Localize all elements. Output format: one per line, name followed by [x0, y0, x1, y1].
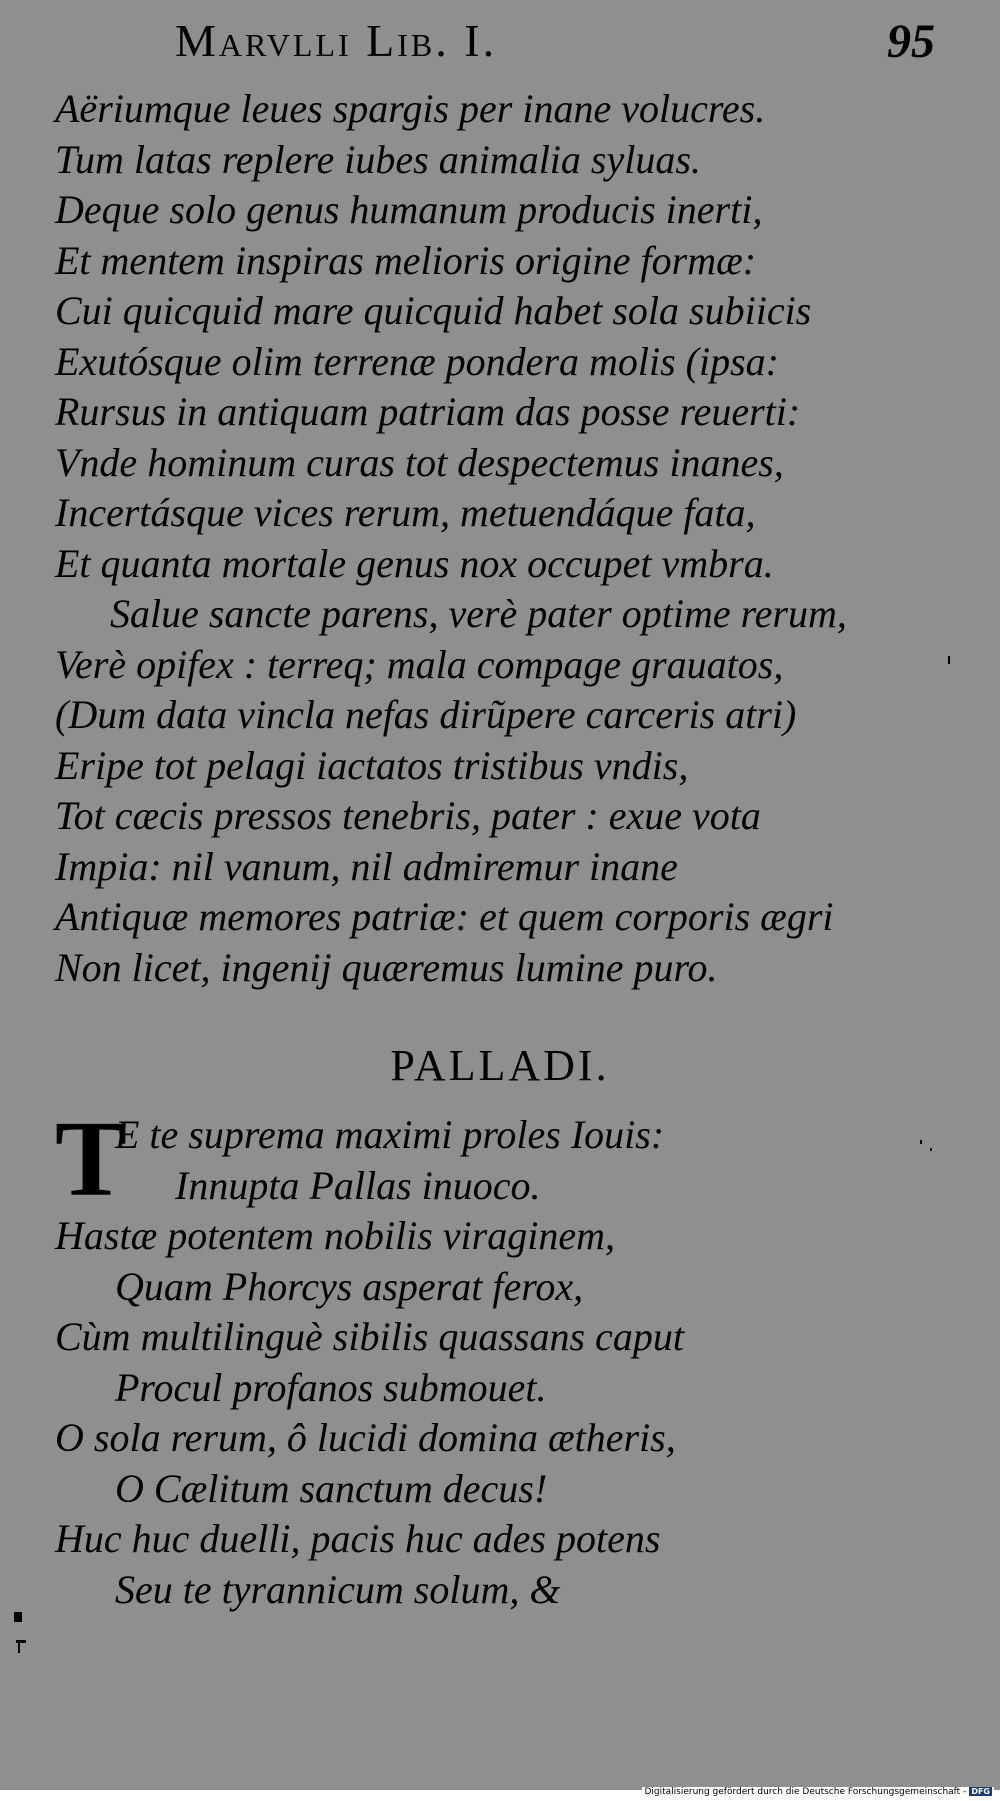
- section-title: PALLADI.: [390, 1041, 610, 1090]
- verse-line: Aëriumque leues spargis per inane volucres.: [55, 86, 766, 131]
- verse-line: Incertásque vices rerum, metuendáque fata,: [55, 490, 756, 535]
- ode-line: O Cælitum sanctum decus!: [115, 1465, 548, 1511]
- verse-line: Salue sancte parens, verè pater optime rerum,: [110, 591, 847, 636]
- verse-line: Cui quicquid mare quicquid habet sola subiicis: [55, 288, 812, 333]
- verse-line: Verè opifex : terreq; mala compage grauatos,: [55, 641, 784, 687]
- verse-line: Tot cæcis pressos tenebris, pater : exue vota: [55, 793, 761, 838]
- ode-first-line-text: E te suprema maximi proles Iouis:: [115, 1112, 665, 1157]
- drop-cap: T: [55, 1100, 128, 1219]
- ode-line: Quam Phorcys asperat ferox,: [115, 1263, 584, 1309]
- running-head: Marvlli Lib. I.: [175, 15, 498, 66]
- scan-speck: [920, 1140, 922, 1144]
- verse-line: Vnde hominum curas tot despectemus inanes,: [55, 439, 784, 485]
- page-number: 95: [887, 15, 935, 68]
- verse-line: Rursus in antiquam patriam das posse reuerti:: [55, 389, 801, 434]
- scan-speck: [948, 656, 950, 664]
- poem-text: [55, 84, 945, 993]
- verse-line: Eripe tot pelagi iactatos tristibus vndis,: [55, 742, 689, 788]
- ode-line: Huc huc duelli, pacis huc ades potens: [55, 1516, 661, 1561]
- verse-line: Impia: nil vanum, nil admiremur inane: [55, 843, 678, 889]
- ode-line: O sola rerum, ô lucidi domina ætheris,: [55, 1415, 676, 1460]
- ode-line: Hastæ potentem nobilis viraginem,: [55, 1213, 615, 1258]
- verse-line: Et quanta mortale genus nox occupet vmbra.: [55, 540, 774, 586]
- ode-line: Cùm multilinguè sibilis quassans caput: [55, 1314, 684, 1359]
- verse-line: Et mentem inspiras melioris origine formæ:: [55, 237, 757, 283]
- scan-speck: [18, 1643, 20, 1653]
- verse-line: Tum latas replere iubes animalia syluas.: [55, 136, 701, 182]
- verse-line: Antiquæ memores patriæ: et quem corporis ægri: [55, 894, 834, 939]
- credit-text: Digitalisierung gefördert durch die Deutsche Forschungsgemeinschaft -: [644, 1787, 967, 1797]
- verse-line: Deque solo genus humanum producis inerti,: [55, 187, 763, 232]
- verse-line: (Dum data vincla nefas dirũpere carceris atri): [55, 692, 797, 737]
- scan-speck: [14, 1612, 22, 1622]
- ode-line: Seu te tyrannicum solum, &: [115, 1566, 561, 1612]
- ode-line: Innupta Pallas inuoco.: [175, 1162, 541, 1208]
- digitization-credit: [642, 1787, 994, 1797]
- dfg-logo: DFG: [971, 1787, 990, 1796]
- scan-speck: [930, 1148, 932, 1151]
- verse-line: Non licet, ingenij quæremus lumine puro.: [55, 944, 718, 990]
- ode-line: Procul profanos submouet.: [115, 1364, 547, 1410]
- verse-line: Exutósque olim terrenæ pondera molis (ipsa:: [55, 338, 780, 384]
- page-header: [175, 14, 935, 74]
- ode-text: [55, 1100, 945, 1615]
